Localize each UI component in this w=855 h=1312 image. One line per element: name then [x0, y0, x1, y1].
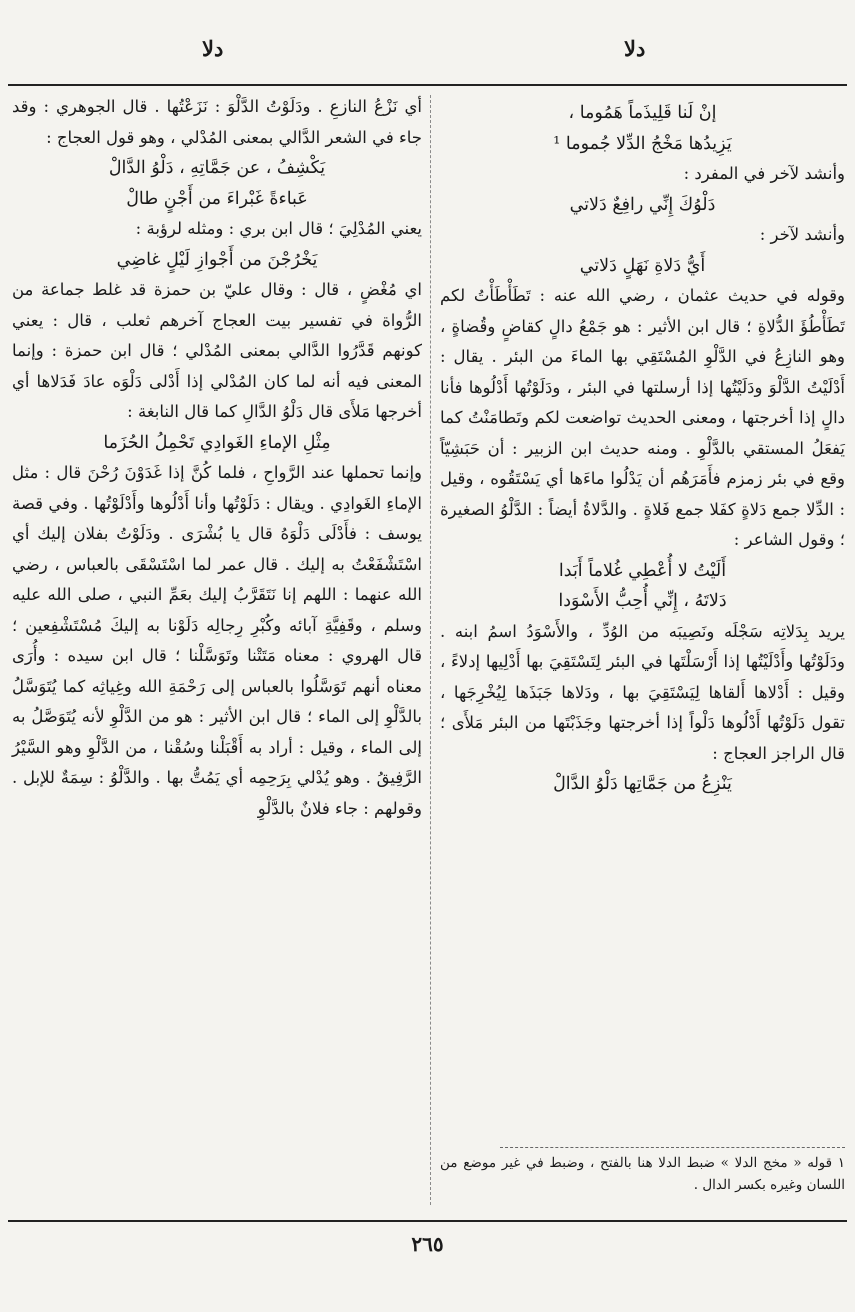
header-rule [8, 84, 847, 86]
column-divider [430, 95, 431, 1205]
paragraph: وقوله في حديث عثمان ، رضي الله عنه : تَطَأْطَأْتُ لكم تَطَأْطُؤَ الدُّلاةِ ؛ قال ابن الأثير : هو جَمْعُ دالٍ كقاضٍ وقُضاةٍ ، وهو النازِعُ في الدَّلْوِ المُسْتَقِي بها الماءَ من البئر . يقال : أَدْلَيْتُ الدَّلْوَ ودَلَيْتُها إذا أرسلتها في البئر ، ودَلَوْتُها أَدْلُوها فأنا دالٍ إذا أخرجتها ، ومعنى الحديث تواضعت لكم وتَطامَنْتُ كما يَفعَلُ المستقي بالدَّلْوِ . ومنه حديث ابن الزبير : أن حَبَشِيّاً وقع في بئر زمزم فأَمَرَهُم أن يَدْلُوا ماءَها أي يَسْتَقُوه ، وقيل : الدِّلا جمع دَلاةٍ كفَلا جمع فَلاةٍ . والدَّلاةُ أيضاً : الدَّلْوُ الصغيرة ؛ وقول الشاعر : [440, 286, 845, 549]
footnote-rule [500, 1147, 845, 1148]
verse-line: يَزِيدُها مَخْجُ الدِّلا جُموما ¹ [553, 133, 732, 154]
verse-line: إنْ لَنا قَلِيذَماً هَمُوما ، [568, 103, 717, 123]
paragraph: أي نَزْعُ النازعِ . ودَلَوْتُ الدَّلْوَ : نَزَعْتُها . قال الجوهري : وقد جاء في الشعر الدَّالي بمعنى المُدْلي ، وهو قول العجاج : [12, 97, 422, 147]
paragraph: وأنشد لآخر في المفرد : [683, 164, 845, 183]
verse-line: يَنْزِعُ من جَمَّاتِها دَلْوُ الدَّالْ [553, 774, 732, 794]
paragraph: وإنما تحملها عند الرَّواحِ ، فلما كُنَّ إذا غَدَوْنَ رُحْنَ قال : مثل الإماءِ الغَوادِي . ويقال : دَلَوْتُها وأنا أَدْلُوها وأَدْلَوْتُها . وفي قصة يوسف : فأَدْلَى دَلْوَهُ قال يا بُشْرَى . ودَلَوْتُ بفلان إليك أي اسْتَشْفَعْتُ به إليك . قال عمر لما اسْتَسْقَى بالعباس ، رضي الله عنهما : اللهم إنا نَتَقَرَّبُ إليك بعَمِّ النبي ، صلى الله عليه وسلم ، وقَفِيَّةِ آبائه وكُبْرِ رِجالِه دَلَوْنا به إليكَ مُسْتَشْفِعين ؛ قال الهروي : معناه مَتَتْنا وتَوَسَّلْنا ؛ قال ابن سيده : وأُرَى معناه أنهم تَوَسَّلُوا بالعباس إلى رَحْمَةِ الله وغِياثِه كما يُتَوَسَّلُ بالدَّلْوِ إلى الماء ؛ قال ابن الأثير : هو من الدَّلْوِ لأنه يُتَوَصَّلُ به إلى الماء ، وقيل : أراد به أَقْبَلْنا وسُقْنا ، من الدَّلْوِ وهو السَّيْرُ الرَّفِيقُ . وهو يُدْلي بِرَحِمِه أي يَمُتُّ بها . والدَّلْوُ : سِمَةٌ للإبل . وقولهم : جاء فلانٌ بالدَّلْوِ [12, 463, 422, 818]
page-number: ٢٦٥ [411, 1232, 444, 1256]
verse-line: أَلَيْتُ لا أُعْطِي غُلاماً أَبَدا [558, 560, 727, 581]
right-column [440, 98, 845, 800]
verse-line: مِثْلِ الإماءِ الغَوادِي تَحْمِلُ الحُزَما [103, 432, 331, 453]
footnote: ١ قوله « مخج الدلا » ضبط الدلا هنا بالفتح ، وضبط في غير موضع من اللسان وغيره بكسر الدال . [440, 1155, 845, 1193]
footer-rule [8, 1220, 847, 1222]
running-header-left: دلا [202, 36, 224, 61]
left-column [12, 92, 422, 824]
verse-line: عَباءةً غَبْراءَ من أَجْنٍ طالْ [126, 188, 308, 209]
verse-line: أَيُّ دَلاةِ نَهَلٍ دَلاتي [579, 255, 706, 276]
verse-line: يَخْرُجْنَ من أَجْوازِ لَيْلٍ غاضِي [116, 249, 318, 270]
running-header-right: دلا [624, 36, 646, 61]
paragraph: يريد بِدَلاتِه سَجْلَه ونَصِيبَه من الوُدِّ ، والأَسْوَدُ اسمُ ابنه . ودَلَوْتُها وأَدْلَيْتُها إذا أَرْسَلْتَها في البئر لِتَسْتَقِيَ بها أَدْلِيها إدلاءً ، وقيل : أَدْلاها أَلقاها لِيَسْتَقِيَ بها ، ودَلاها جَبَذَها لِيُخْرِجَها ، تقول دَلَوْتُها أَدْلُوها دَلْواً إذا أخرجتها وجَذَبْتَها من البئر مَلأَى ؛ قال الراجز العجاج : [440, 621, 845, 763]
verse-line: دَلْوُكَ إِنِّي رافِعٌ دَلاتي [569, 194, 716, 215]
paragraph: اي مُغْضٍ ، قال : وقال عليّ بن حمزة قد غلط جماعة من الرُّواة في تفسير بيت العجاج آخرهم ثعلب ، قال : يعني كونهم قَدَّرُوا الدَّالي بمعنى المُدْلي ؛ قال ابن حمزة : وإنما المعنى فيه أنه لما كان المُدْلي إذا أَدْلى دَلْوَه عادَ فَدَلاها أي أخرجها مَلأَى قال دَلْوُ الدَّالِ كما قال النابغة : [12, 280, 422, 421]
verse-line: دَلاتَهُ ، إِنِّي أُحِبُّ الأَسْوَدا [558, 591, 727, 611]
verse-line: يَكْشِفُ ، عن جَمَّاتِهِ ، دَلْوُ الدَّالْ [108, 158, 326, 178]
paragraph: يعني المُدْلِيَ ؛ قال ابن بري : ومثله لرؤبة : [135, 219, 422, 238]
paragraph: وأنشد لآخر : [759, 225, 845, 244]
